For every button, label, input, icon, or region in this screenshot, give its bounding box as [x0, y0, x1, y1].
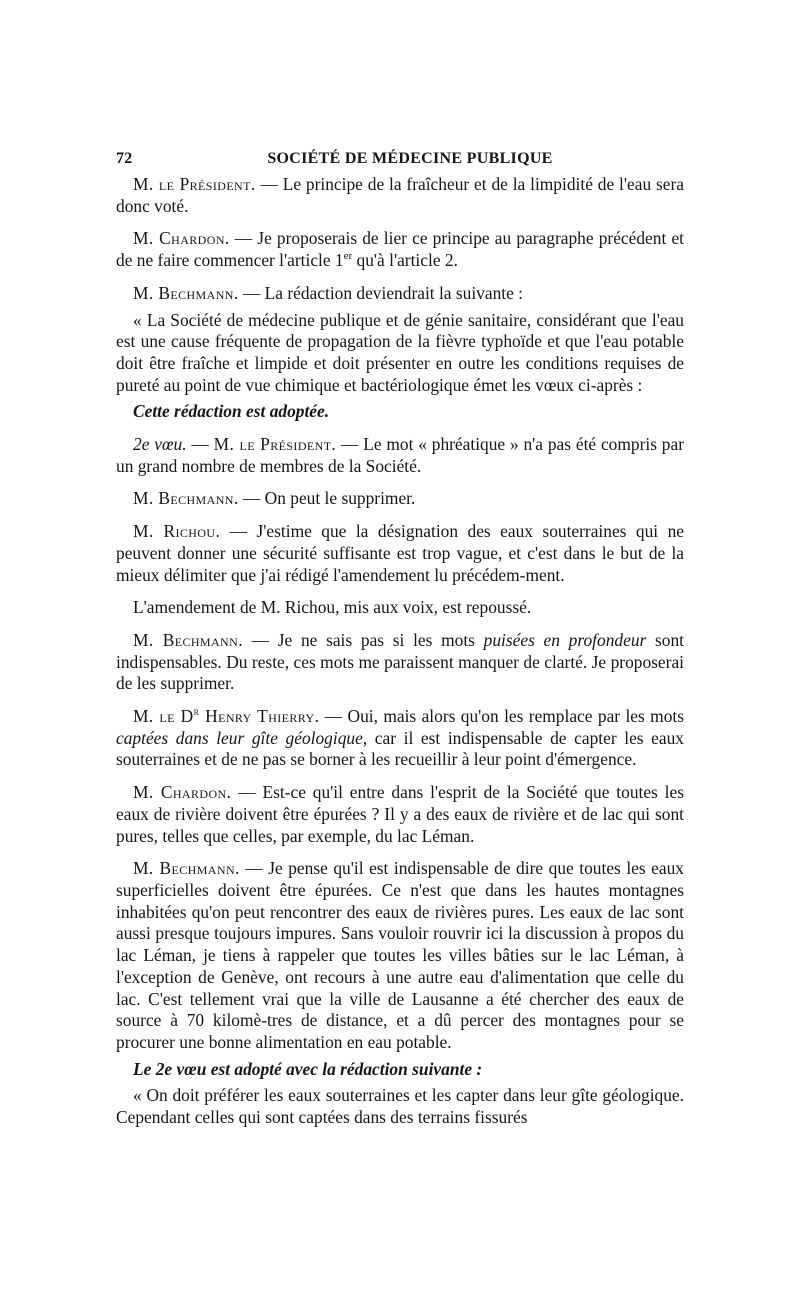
speaker-name-part: Henry Thierry.: [199, 706, 320, 727]
paragraph-chardon-rivers: [116, 782, 684, 847]
paragraph-final-quote: « On doit préférer les eaux souterraines et les capter dans leur gîte géologique. Cependant celles qui sont captées dans des terrains fissurés: [116, 1085, 684, 1128]
emphasis: captées dans leur gîte géologique: [116, 727, 363, 748]
speech-text: — Le principe de la fraîcheur et de la limpidité de l'eau sera donc voté.: [116, 174, 684, 216]
speech-text: — Oui, mais alors qu'on les remplace par les mots: [319, 706, 684, 727]
emphasis: puisées en profondeur: [483, 629, 647, 650]
paragraph-amendment-rejected: L'amendement de M. Richou, mis aux voix, est repoussé.: [133, 597, 532, 618]
speaker-name: M. Bechmann.: [133, 858, 240, 879]
speaker-name: M. Chardon.: [133, 782, 232, 803]
speech-text: , car il est indispensable de capter les eaux souterraines et de ne pas se borner à les recueillir à leur point d'émergence.: [116, 727, 684, 770]
speaker-name: M. le Président.: [213, 434, 337, 455]
speaker-name: M. Richou.: [133, 521, 221, 542]
speaker-name: M. le Président.: [133, 174, 256, 194]
speech-text: — Le mot « phréatique » n'a pas été compris par un grand nombre de membres de la Société.: [116, 434, 684, 476]
paragraph-president-freshness: [116, 174, 684, 217]
running-title: SOCIÉTÉ DE MÉDECINE PUBLIQUE: [267, 150, 553, 167]
paragraph-chardon-article: [116, 228, 684, 271]
paragraph-second-wish-adopted: Le 2e vœu est adopté avec la rédaction suivante :: [133, 1058, 483, 1079]
paragraph-bechmann-suppress: [116, 488, 684, 510]
speech-text: — Je proposerais de lier ce principe au paragraphe précédent et de ne faire commencer l'article 1: [116, 228, 684, 271]
speaker-name: M. Chardon.: [133, 228, 230, 249]
speech-text: — Je pense qu'il est indispensable de dire que toutes les eaux superficielles doivent être épurées. Ce n'est que dans les hautes montagnes inhabitées qu'on peut rencontrer des eaux de rivières pures. Les eaux de lac sont aussi presque toujours impures. Sans vouloir rouvrir ici la discussion à propos du lac Léman, je tiens à rappeler que toutes les villes bâties sur le lac Léman, à l'exception de Genève, ont recours à une autre eau d'alimentation que celle du lac. C'est tellement vrai que la ville de Lausanne a été chercher des eaux de source à 70 kilomè-tres de distance, et a dû percer des montagnes pour se procurer une bonne alimentation en eau potable.: [116, 858, 685, 1052]
superscript: er: [343, 250, 353, 263]
paragraph-adopted: Cette rédaction est adoptée.: [133, 401, 330, 422]
speech-text: — La rédaction deviendrait la suivante :: [238, 282, 524, 303]
paragraph-bechmann-depth: [116, 630, 684, 695]
speaker-name-part: M. le D: [133, 706, 194, 727]
paragraph-bechmann-lakes: [116, 858, 684, 1053]
speaker-name: M. Bechmann.: [133, 488, 239, 509]
superscript: r: [193, 706, 200, 719]
paragraph-thierry: [116, 706, 684, 771]
book-page: [116, 150, 684, 1129]
page-number: 72: [116, 150, 133, 167]
speaker-name: M. Bechmann.: [133, 629, 243, 650]
speaker-name: M. Bechmann.: [133, 282, 239, 303]
paragraph-second-wish: 2e vœu. — M. le Président. — Le mot « phréatique » n'a pas été compris par un grand nombre de membres de la Société.: [116, 434, 684, 476]
speaker-name: [133, 706, 319, 726]
paragraph-bechmann-redaction: [116, 283, 684, 305]
speech-text: — J'estime que la désignation des eaux souterraines qui ne peuvent donner une sécurité suffisante est trop vague, et c'est dans le but de la mieux délimiter que j'ai rédigé l'amendement lu précédem-ment.: [116, 521, 684, 585]
speech-text: — Est-ce qu'il entre dans l'esprit de la Société que toutes les eaux de rivière doivent être épurées ? Il y a des eaux de rivière et de lac qui sont pures, telles que celles, par exemple, du lac Léman.: [116, 782, 685, 846]
paragraph-richou: [116, 521, 684, 586]
paragraph-resolution-quote: « La Société de médecine publique et de génie sanitaire, considérant que l'eau est une cause fréquente de propagation de la fièvre typhoïde et que l'eau potable doit être fraîche et limpide et doit présenter en outre les conditions requises de pureté au point de vue chimique et bactériologique émet les vœux ci-après :: [116, 309, 684, 395]
wish-label: 2e vœu.: [133, 434, 187, 455]
speech-text: — Je ne sais pas si les mots: [242, 629, 484, 650]
speech-text: sont indispensables. Du reste, ces mots me paraissent manquer de clarté. Je proposerai de les supprimer.: [116, 629, 684, 694]
running-head: [116, 150, 684, 174]
speech-text: qu'à l'article 2.: [352, 250, 458, 271]
speech-text: — On peut le supprimer.: [238, 488, 416, 509]
